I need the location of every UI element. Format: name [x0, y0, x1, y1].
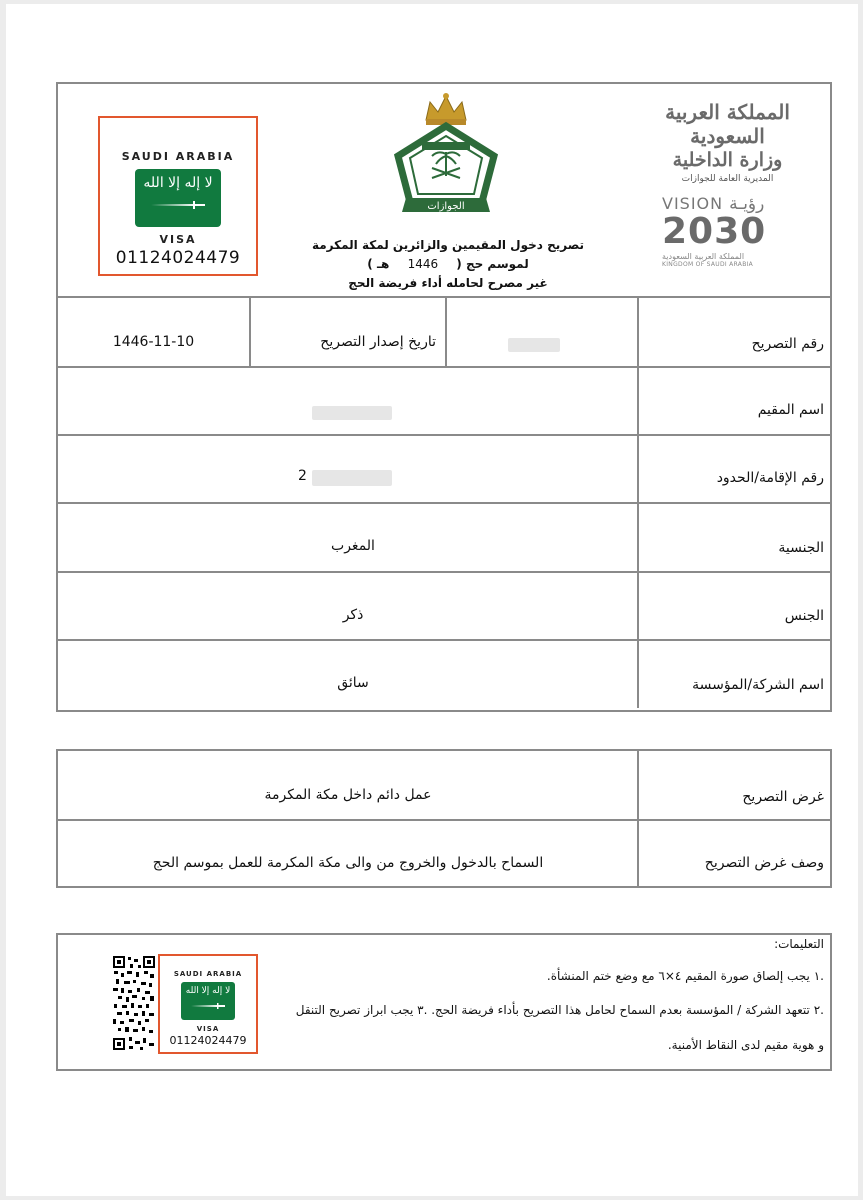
cell-divider [637, 573, 639, 639]
cell-divider [637, 751, 639, 819]
nationality-label: الجنسية [778, 540, 824, 556]
emblem-label: الجوازات [427, 201, 465, 212]
title-line-2 [288, 255, 608, 274]
table-row [58, 502, 830, 571]
vision-kingdom-en: KINGDOM OF SAUDI ARABIA [662, 261, 754, 268]
purpose-description-value: السماح بالدخول والخروج من والى مكة المكرمة للعمل بموسم الحج [152, 855, 544, 871]
table-row [58, 298, 830, 366]
cell-divider [445, 298, 447, 366]
table-row [58, 366, 830, 434]
sword-icon [149, 199, 207, 211]
visa-country: SAUDI ARABIA [173, 970, 243, 978]
saudi-flag-icon [181, 982, 235, 1020]
saudi-flag-icon [135, 169, 221, 227]
purpose-description-label: وصف غرض التصريح [704, 855, 824, 871]
cell-divider [637, 298, 639, 366]
flag-script: لا إله إلا الله [185, 986, 231, 996]
permit-title [288, 236, 608, 293]
ministry-name: وزارة الداخلية [672, 149, 783, 171]
permit-details-table [56, 298, 832, 712]
iqama-number-partial: 2 [298, 468, 307, 484]
title-line-1: تصريح دخول المقيمين والزائرين لمكة المكرمة [311, 238, 585, 252]
ministry-logo [645, 100, 810, 184]
visa-card [98, 116, 258, 276]
instruction-line-1: .١ يجب إلصاق صورة المقيم ٤×٦ مع وضع ختم المنشأة. [546, 969, 824, 983]
title-season-prefix: لموسم حج ( [456, 257, 529, 271]
vision-word: VISION [662, 194, 724, 213]
permit-purpose-table [56, 749, 832, 888]
table-row [58, 571, 830, 639]
instructions-heading: التعليمات: [774, 937, 824, 951]
vision-2030-logo [662, 194, 792, 268]
company-label: اسم الشركة/المؤسسة [692, 677, 824, 693]
purpose-value: عمل دائم داخل مكة المكرمة [264, 787, 432, 803]
directorate-name: المديرية العامة للجوازات [681, 174, 774, 184]
instructions-box [56, 933, 832, 1071]
instruction-line-3: و هوية مقيم لدى النقاط الأمنية. [667, 1038, 824, 1052]
title-season-suffix: هـ ) [367, 257, 390, 271]
cell-divider [249, 298, 251, 366]
cell-divider [637, 436, 639, 502]
title-line-3: غير مصرح لحامله أداء فريضة الحج [348, 276, 548, 290]
table-row [58, 434, 830, 502]
qr-code-icon [112, 955, 156, 1051]
flag-script: لا إله إلا الله [143, 175, 213, 191]
sword-icon [190, 1002, 226, 1010]
visa-label: VISA [159, 233, 197, 246]
table-row [58, 751, 830, 819]
issue-date-value: 1446-11-10 [112, 334, 195, 350]
cell-divider [637, 821, 639, 886]
instruction-line-2: .٢ تتعهد الشركة / المؤسسة بعدم السماح لحامل هذا التصريح بأداء فريضة الحج. .٣ يجب ابراز تصريح التنقل [295, 1003, 824, 1017]
permit-header [56, 82, 832, 298]
cell-divider [637, 641, 639, 708]
redacted-permit-number [508, 338, 560, 352]
permit-number-label: رقم التصريح [751, 336, 824, 352]
table-row [58, 639, 830, 708]
visa-number: 01124024479 [115, 248, 241, 268]
visa-number: 01124024479 [169, 1034, 247, 1047]
cell-divider [637, 368, 639, 434]
visa-country: SAUDI ARABIA [121, 150, 235, 163]
company-value: سائق [337, 675, 369, 691]
gender-value: ذكر [342, 607, 364, 623]
resident-name-label: اسم المقيم [757, 402, 824, 418]
vision-kingdom-ar: المملكة العربية السعودية [662, 252, 745, 261]
vision-word-ar: رؤيـة [729, 194, 765, 214]
redacted-resident-name [312, 406, 392, 420]
issue-date-label: تاريخ إصدار التصريح [320, 334, 436, 350]
nationality-value: المغرب [331, 538, 375, 554]
vision-year: 2030 [662, 211, 767, 252]
iqama-number-label: رقم الإقامة/الحدود [716, 470, 824, 486]
visa-label: VISA [196, 1025, 220, 1033]
visa-card-small [158, 954, 258, 1054]
purpose-label: غرض التصريح [742, 789, 824, 805]
cell-divider [637, 504, 639, 571]
redacted-iqama-number [312, 470, 392, 486]
passports-emblem-icon [386, 90, 506, 215]
table-row [58, 819, 830, 886]
kingdom-name: المملكة العربية السعودية [665, 100, 790, 148]
gender-label: الجنس [784, 608, 824, 624]
title-season-year: 1446 [407, 257, 439, 271]
